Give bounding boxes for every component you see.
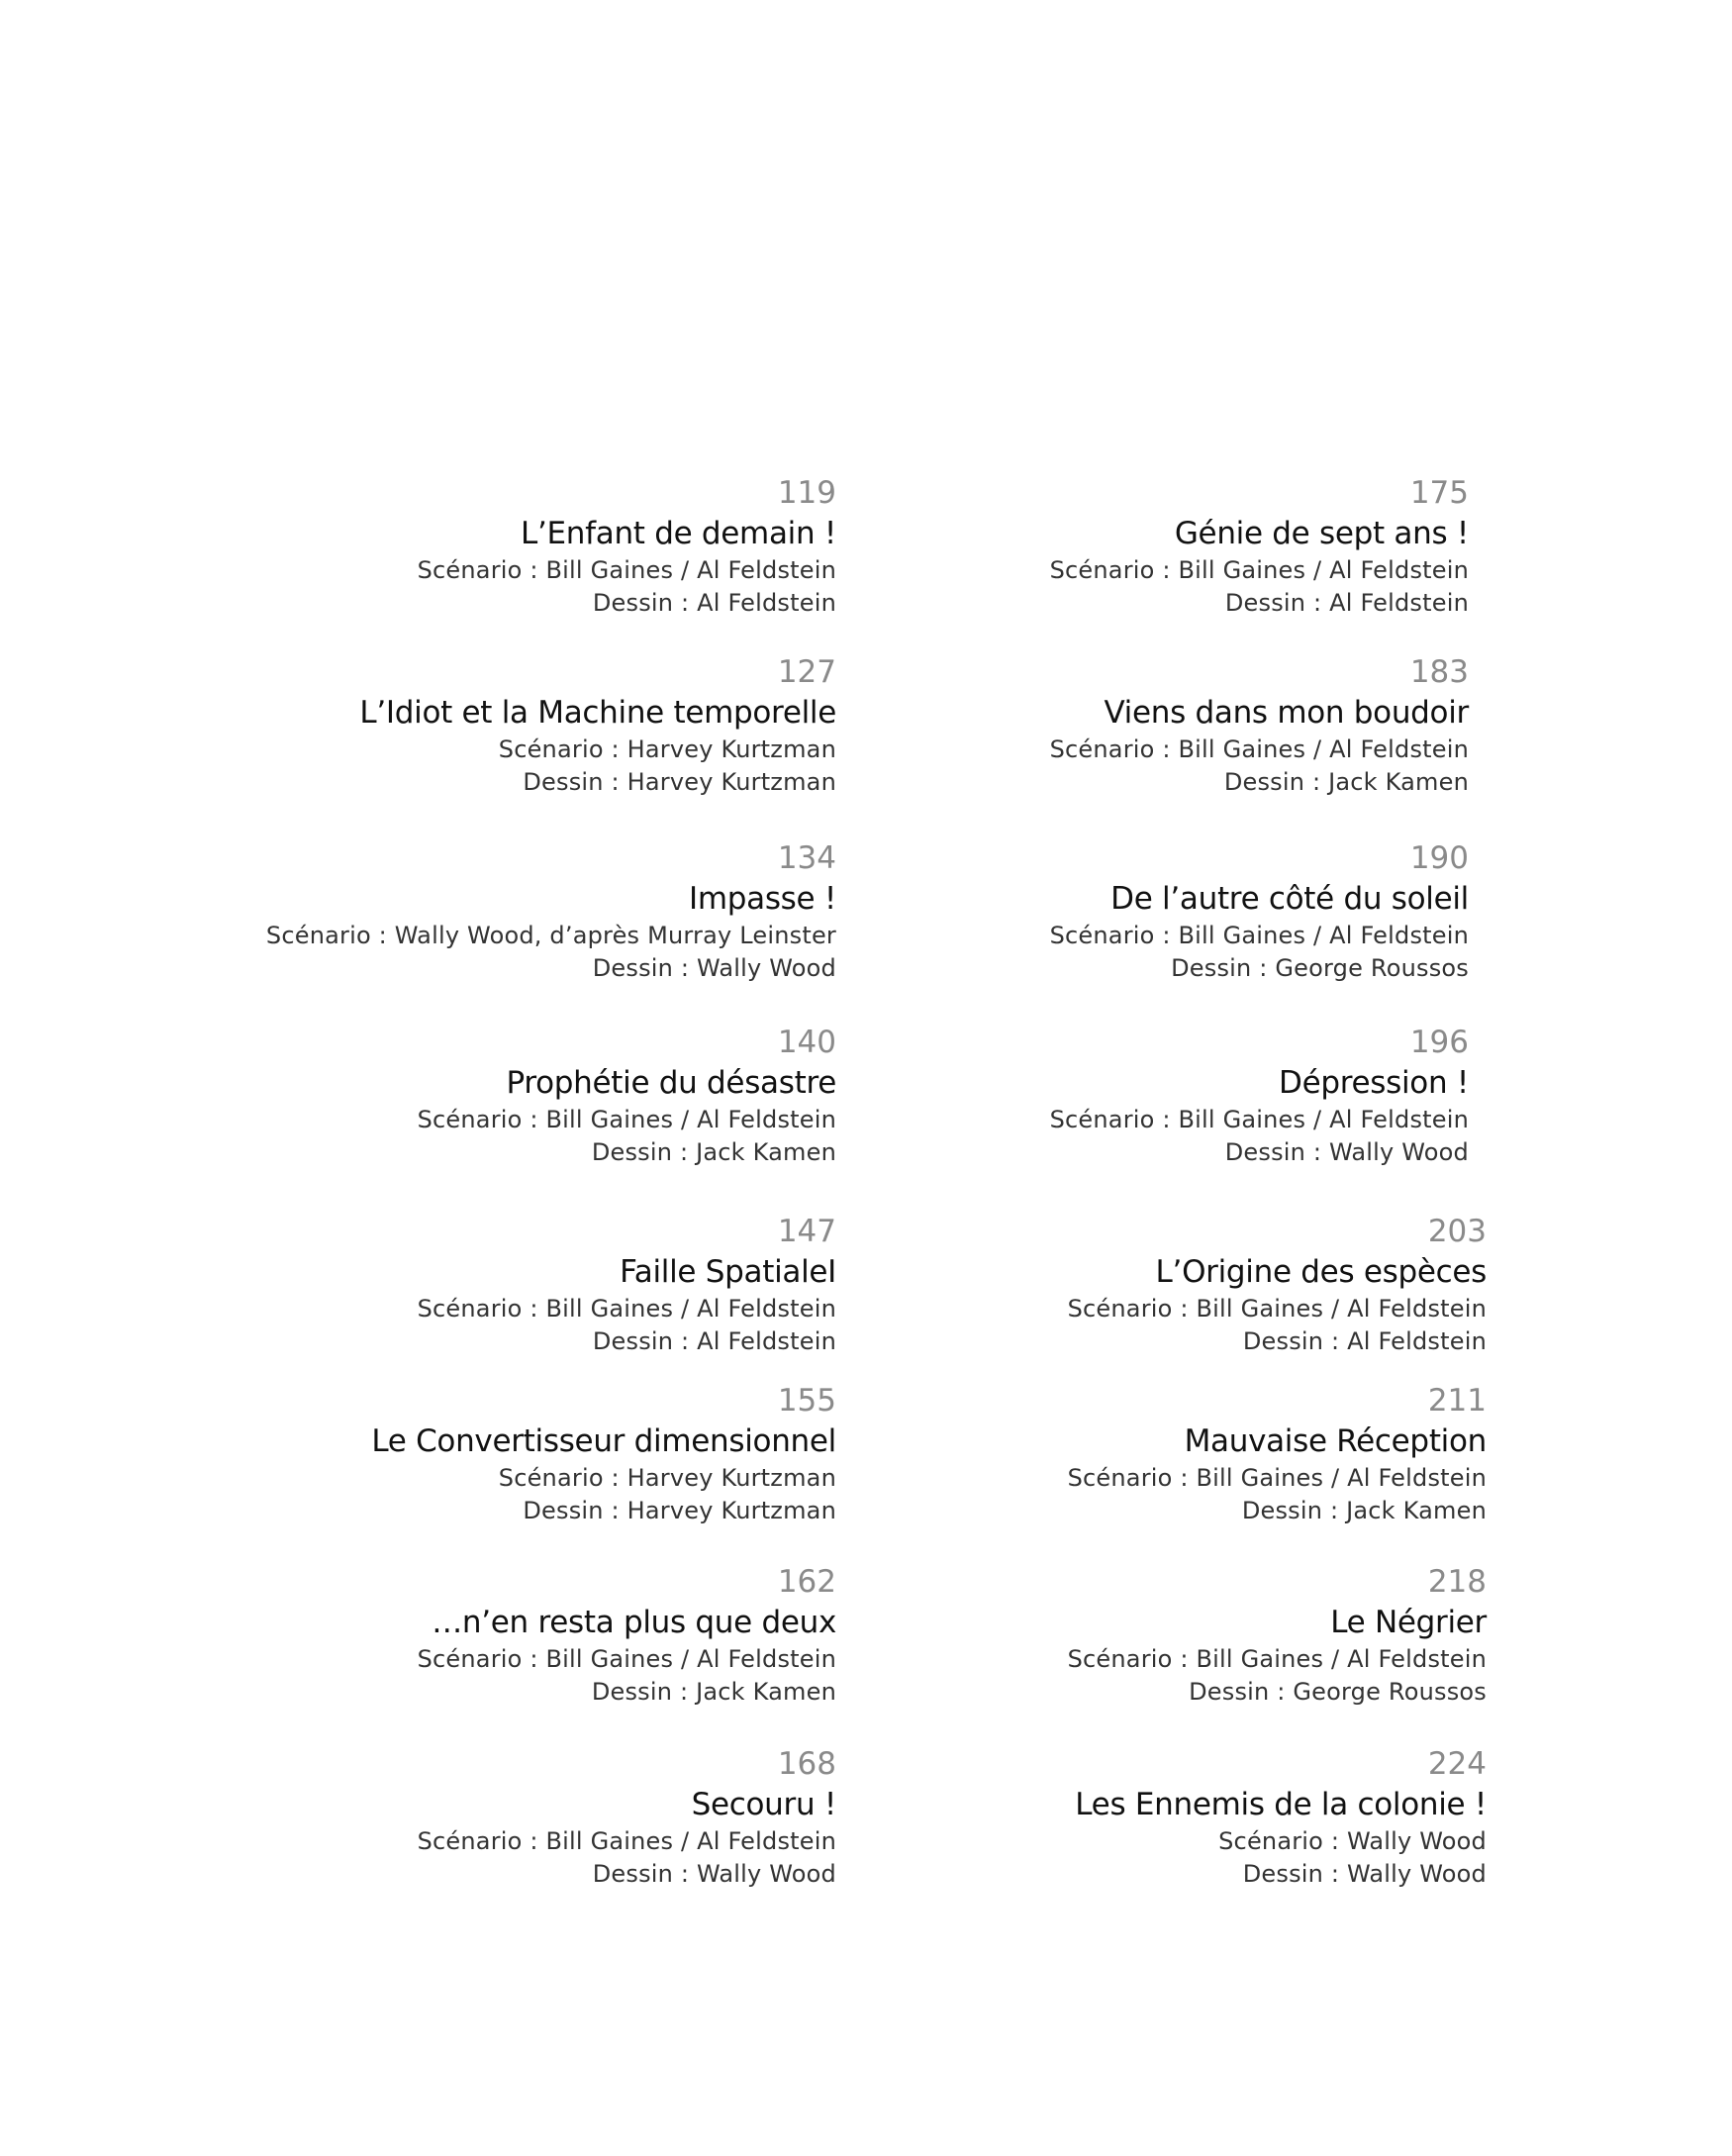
scenario-credit: Scénario : Bill Gaines / Al Feldstein xyxy=(1049,735,1469,763)
scenario-credit: Scénario : Wally Wood, d’après Murray Leinster xyxy=(265,922,836,949)
art-credit: Dessin : Jack Kamen xyxy=(1223,768,1469,796)
story-title: Prophétie du désastre xyxy=(506,1065,836,1101)
art-credit: Dessin : George Roussos xyxy=(1171,954,1469,982)
page-number: 162 xyxy=(777,1564,836,1600)
page-number: 224 xyxy=(1427,1746,1487,1782)
scenario-credit: Scénario : Bill Gaines / Al Feldstein xyxy=(417,1645,836,1673)
art-credit: Dessin : Al Feldstein xyxy=(1224,589,1469,617)
page-number: 175 xyxy=(1409,475,1469,511)
scenario-credit: Scénario : Bill Gaines / Al Feldstein xyxy=(1067,1645,1487,1673)
toc-entry xyxy=(371,1381,836,1527)
art-credit: Dessin : Harvey Kurtzman xyxy=(523,1497,836,1524)
story-title: L’Idiot et la Machine temporelle xyxy=(359,695,836,731)
page-number: 119 xyxy=(777,475,836,511)
page-number: 196 xyxy=(1409,1025,1469,1060)
page-number: 168 xyxy=(777,1746,836,1782)
toc-entry xyxy=(1068,1212,1487,1358)
art-credit: Dessin : Al Feldstein xyxy=(1242,1327,1487,1355)
toc-entry xyxy=(418,1562,836,1709)
scenario-credit: Scénario : Bill Gaines / Al Feldstein xyxy=(1049,1106,1469,1133)
story-title: L’Enfant de demain ! xyxy=(520,516,836,551)
story-title: Le Convertisseur dimensionnel xyxy=(371,1423,836,1459)
story-title: Le Négrier xyxy=(1330,1605,1487,1640)
page-number: 147 xyxy=(777,1214,836,1249)
toc-entry xyxy=(1050,652,1469,799)
page-number: 127 xyxy=(777,654,836,690)
scenario-credit: Scénario : Bill Gaines / Al Feldstein xyxy=(1067,1295,1487,1323)
story-title: Mauvaise Réception xyxy=(1184,1423,1487,1459)
art-credit: Dessin : Al Feldstein xyxy=(592,1327,836,1355)
story-title: De l’autre côté du soleil xyxy=(1110,881,1469,917)
toc-entry xyxy=(1050,838,1469,985)
toc-entry xyxy=(418,473,836,620)
toc-entry xyxy=(418,1212,836,1358)
story-title: Faille SpatialeI xyxy=(620,1254,836,1290)
story-title: Génie de sept ans ! xyxy=(1174,516,1469,551)
story-title: …n’en resta plus que deux xyxy=(432,1605,836,1640)
story-title: Dépression ! xyxy=(1279,1065,1469,1101)
page-number: 155 xyxy=(777,1383,836,1419)
scenario-credit: Scénario : Bill Gaines / Al Feldstein xyxy=(417,1295,836,1323)
scenario-credit: Scénario : Bill Gaines / Al Feldstein xyxy=(1067,1464,1487,1492)
art-credit: Dessin : Wally Wood xyxy=(592,1860,836,1888)
scenario-credit: Scénario : Bill Gaines / Al Feldstein xyxy=(1049,922,1469,949)
scenario-credit: Scénario : Bill Gaines / Al Feldstein xyxy=(417,556,836,584)
art-credit: Dessin : George Roussos xyxy=(1189,1678,1487,1706)
art-credit: Dessin : Wally Wood xyxy=(592,954,836,982)
scenario-credit: Scénario : Bill Gaines / Al Feldstein xyxy=(417,1827,836,1855)
toc-entry xyxy=(359,652,836,799)
page-number: 190 xyxy=(1409,840,1469,876)
art-credit: Dessin : Jack Kamen xyxy=(591,1678,836,1706)
story-title: Les Ennemis de la colonie ! xyxy=(1075,1787,1487,1822)
scenario-credit: Scénario : Bill Gaines / Al Feldstein xyxy=(417,1106,836,1133)
scenario-credit: Scénario : Bill Gaines / Al Feldstein xyxy=(1049,556,1469,584)
page-number: 211 xyxy=(1427,1383,1487,1419)
story-title: L’Origine des espèces xyxy=(1155,1254,1487,1290)
page-number: 218 xyxy=(1427,1564,1487,1600)
toc-entry xyxy=(1068,1562,1487,1709)
art-credit: Dessin : Harvey Kurtzman xyxy=(523,768,836,796)
story-title: Impasse ! xyxy=(689,881,836,917)
page-number: 134 xyxy=(777,840,836,876)
scenario-credit: Scénario : Harvey Kurtzman xyxy=(498,735,836,763)
toc-entry xyxy=(418,1023,836,1169)
story-title: Viens dans mon boudoir xyxy=(1104,695,1469,731)
page-number: 203 xyxy=(1427,1214,1487,1249)
page-number: 183 xyxy=(1409,654,1469,690)
art-credit: Dessin : Wally Wood xyxy=(1242,1860,1487,1888)
story-title: Secouru ! xyxy=(691,1787,836,1822)
toc-entry xyxy=(1050,473,1469,620)
toc-entry xyxy=(1050,1023,1469,1169)
art-credit: Dessin : Wally Wood xyxy=(1224,1138,1469,1166)
art-credit: Dessin : Jack Kamen xyxy=(591,1138,836,1166)
art-credit: Dessin : Jack Kamen xyxy=(1241,1497,1487,1524)
toc-entry xyxy=(1068,1381,1487,1527)
scenario-credit: Scénario : Harvey Kurtzman xyxy=(498,1464,836,1492)
toc-entry xyxy=(1075,1744,1487,1891)
art-credit: Dessin : Al Feldstein xyxy=(592,589,836,617)
toc-entry xyxy=(418,1744,836,1891)
page-number: 140 xyxy=(777,1025,836,1060)
toc-entry xyxy=(266,838,836,985)
scenario-credit: Scénario : Wally Wood xyxy=(1218,1827,1487,1855)
